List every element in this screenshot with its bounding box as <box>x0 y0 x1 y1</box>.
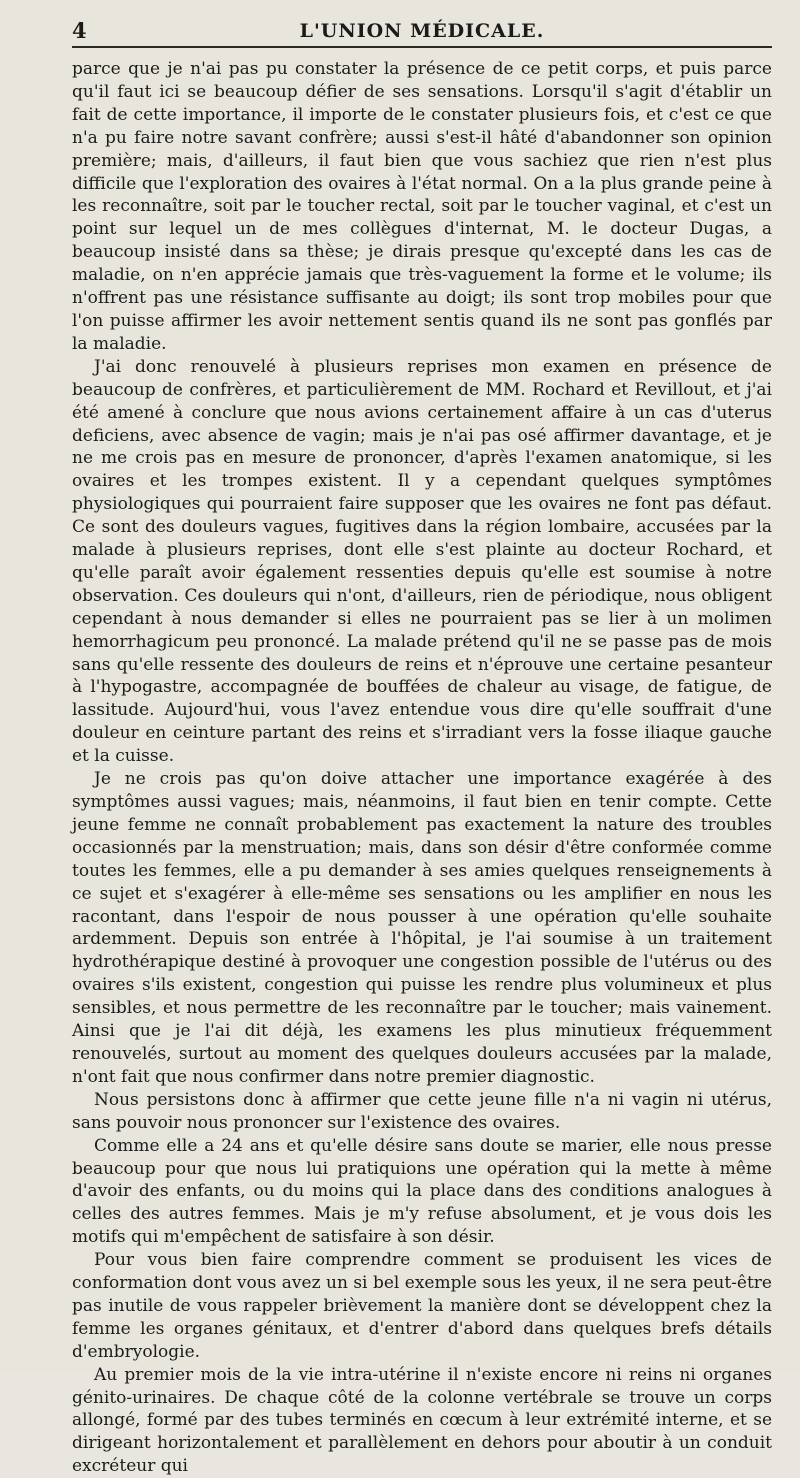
page-header <box>72 18 772 48</box>
paragraph: Nous persistons donc à affirmer que cette jeune fille n'a ni vagin ni utérus, sans pouvoir nous prononcer sur l'existence des ovaires. <box>72 1089 772 1133</box>
paragraph: parce que je n'ai pas pu constater la présence de ce petit corps, et puis parce qu'il faut ici se beaucoup défier de ses sensations. Lorsqu'il s'agit d'établir un fait de cette importance, il importe de le constater plusieurs fois, et c'est ce que n'a pu faire notre savant confrère; aussi s'est-il hâté d'abandonner son opinion première; mais, d'ailleurs, il faut bien que vous sachiez que rien n'est plus difficile que l'exploration des ovaires à l'état normal. On a la plus grande peine à les reconnaître, soit par le toucher rectal, soit par le toucher vaginal, et c'est un point sur lequel un de mes collègues d'internat, M. le docteur Dugas, a beaucoup insisté dans sa thèse; je dirais presque qu'excepté dans les cas de maladie, on n'en apprécie jamais que très-vaguement la forme et le volume; ils n'offrent pas une résistance suffisante au doigt; ils sont trop mobiles pour que l'on puisse affirmer les avoir nettement sentis quand ils ne sont pas gonflés par la maladie. <box>72 59 772 354</box>
paragraph: Au premier mois de la vie intra-utérine il n'existe encore ni reins ni organes génito-urinaires. De chaque côté de la colonne vertébrale se trouve un corps allongé, formé par des tubes terminés en cœcum à leur extrémité interne, et se dirigeant horizontalement et parallèlement en dehors pour aboutir à un conduit excréteur qui <box>72 1364 772 1477</box>
paragraph: Je ne crois pas qu'on doive attacher une importance exagérée à des symptômes aussi vagues; mais, néanmoins, il faut bien en tenir compte. Cette jeune femme ne connaît probablement pas exactement la nature des troubles occasionnés par la menstruation; mais, dans son désir d'être conformée comme toutes les femmes, elle a pu demander à ses amies quelques renseignements à ce sujet et s'exagérer à elle-même ses sensations ou les amplifier en nous les racontant, dans l'espoir de nous pousser à une opération qu'elle souhaite ardemment. Depuis son entrée à l'hôpital, je l'ai soumise à un traitement hydrothérapique destiné à provoquer une congestion possible de l'utérus ou des ovaires s'ils existent, congestion qui puisse les rendre plus volumineux et plus sensibles, et nous permettre de les reconnaître par le toucher; mais vainement. Ainsi que je l'ai dit déjà, les examens les plus minutieux fréquemment renouvelés, surtout au moment des quelques douleurs accusées par la malade, n'ont fait que nous confirmer dans notre premier diagnostic. <box>72 769 772 1087</box>
paragraph: Comme elle a 24 ans et qu'elle désire sans doute se marier, elle nous presse beaucoup pour que nous lui pratiquions une opération qui la mette à même d'avoir des enfants, ou du moins qui la place dans des conditions analogues à celles des autres femmes. Mais je m'y refuse absolument, et je vous dois les motifs qui m'empêchent de satisfaire à son désir. <box>72 1135 772 1248</box>
running-title: L'UNION MÉDICALE. <box>299 20 545 42</box>
paragraph: J'ai donc renouvelé à plusieurs reprises mon examen en présence de beaucoup de confrères, et particulièrement de MM. Rochard et Revillout, et j'ai été amené à conclure que nous avions certainement affaire à un cas d'uterus deficiens, avec absence de vagin; mais je n'ai pas osé affirmer davantage, et je ne me crois pas en mesure de prononcer, d'après l'examen anatomique, si les ovaires et les trompes existent. Il y a cependant quelques symptômes physiologiques qui pourraient faire supposer que les ovaires ne font pas défaut. Ce sont des douleurs vagues, fugitives dans la région lombaire, accusées par la malade à plusieurs reprises, dont elle s'est plainte au docteur Rochard, et qu'elle paraît avoir également ressenties depuis qu'elle est soumise à notre observation. Ces douleurs qui n'ont, d'ailleurs, rien de périodique, nous obligent cependant à nous demander si elles ne pourraient pas se lier à un molimen hemorrhagicum peu prononcé. La malade prétend qu'il ne se passe pas de mois sans qu'elle ressente des douleurs de reins et n'éprouve une certaine pesanteur à l'hypogastre, accompagnée de bouffées de chaleur au visage, de fatigue, de lassitude. Aujourd'hui, vous l'avez entendue vous dire qu'elle souffrait d'une douleur en ceinture partant des reins et s'irradiant vers la fosse iliaque gauche et la cuisse. <box>72 356 772 767</box>
page-number: 4 <box>72 18 87 43</box>
body-text <box>72 58 772 1478</box>
paragraph: Pour vous bien faire comprendre comment se produisent les vices de conformation dont vous avez un si bel exemple sous les yeux, il ne sera peut-être pas inutile de vous rappeler brièvement la manière dont se développent chez la femme les organes génitaux, et d'entrer d'abord dans quelques brefs détails d'embryologie. <box>72 1250 772 1362</box>
